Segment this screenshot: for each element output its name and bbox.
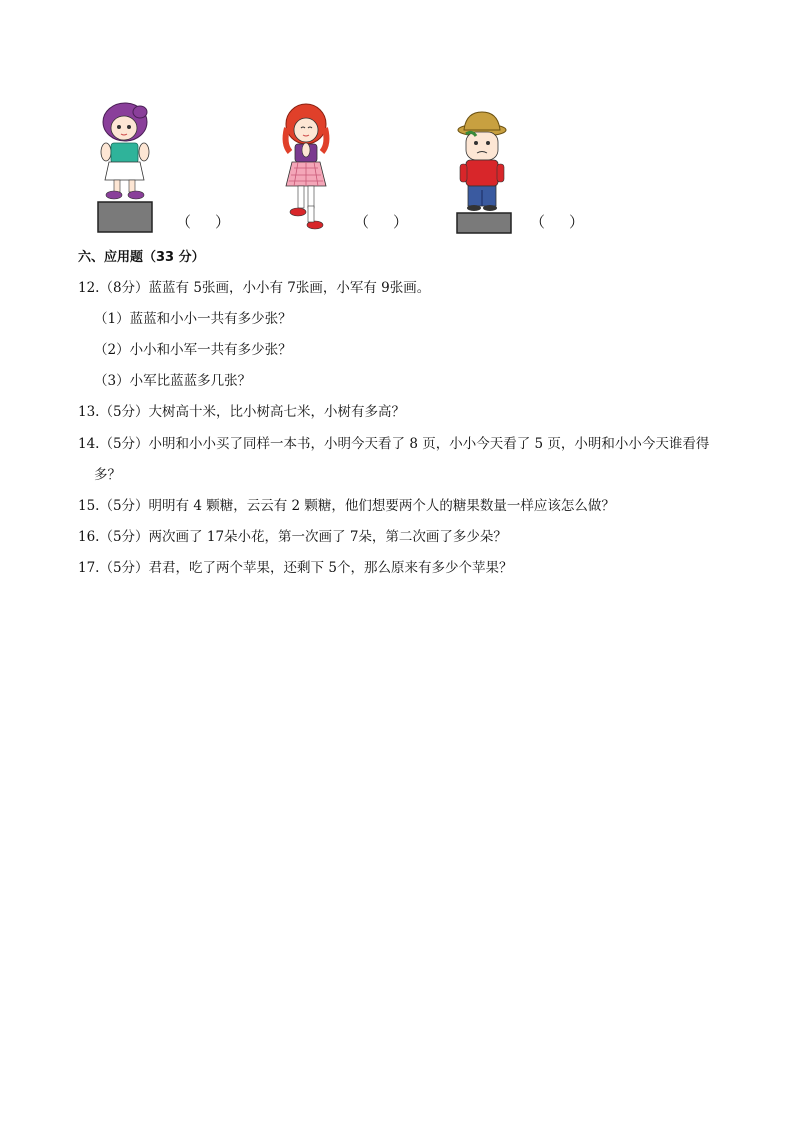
answer-paren-2[interactable]: （ ）	[354, 213, 409, 231]
question-12-sub-1: （1）蓝蓝和小小一共有多少张？	[94, 311, 292, 327]
question-12: 12.（8分）蓝蓝有 5张画，小小有 7张画，小军有 9张画。	[78, 280, 431, 296]
question-12-sub-3: （3）小军比蓝蓝多几张？	[94, 373, 252, 389]
section-title: 六、应用题（33 分）	[78, 250, 205, 265]
girl-purple-hair-figure	[92, 100, 162, 236]
question-14: 14.（5分）小明和小小买了同样一本书，小明今天看了 8 页，小小今天看了 5 页，小明和小小今天谁看得	[78, 436, 710, 452]
answer-paren-3[interactable]: （ ）	[530, 213, 585, 231]
question-12-sub-2: （2）小小和小军一共有多少张？	[94, 342, 292, 358]
question-17: 17.（5分）君君，吃了两个苹果，还剩下 5个，那么原来有多少个苹果？	[78, 560, 513, 576]
question-16: 16.（5分）两次画了 17朵小花，第一次画了 7朵，第二次画了多少朵？	[78, 529, 507, 545]
question-15: 15.（5分）明明有 4 颗糖，云云有 2 颗糖，他们想要两个人的糖果数量一样应该怎么做？	[78, 498, 615, 514]
boy-hat-figure	[452, 110, 516, 236]
question-13: 13.（5分）大树高十米，比小树高七米，小树有多高？	[78, 404, 406, 420]
answer-paren-1[interactable]: （ ）	[176, 213, 231, 231]
question-14-continuation: 多？	[94, 467, 121, 483]
girl-red-hair-figure	[278, 100, 334, 234]
